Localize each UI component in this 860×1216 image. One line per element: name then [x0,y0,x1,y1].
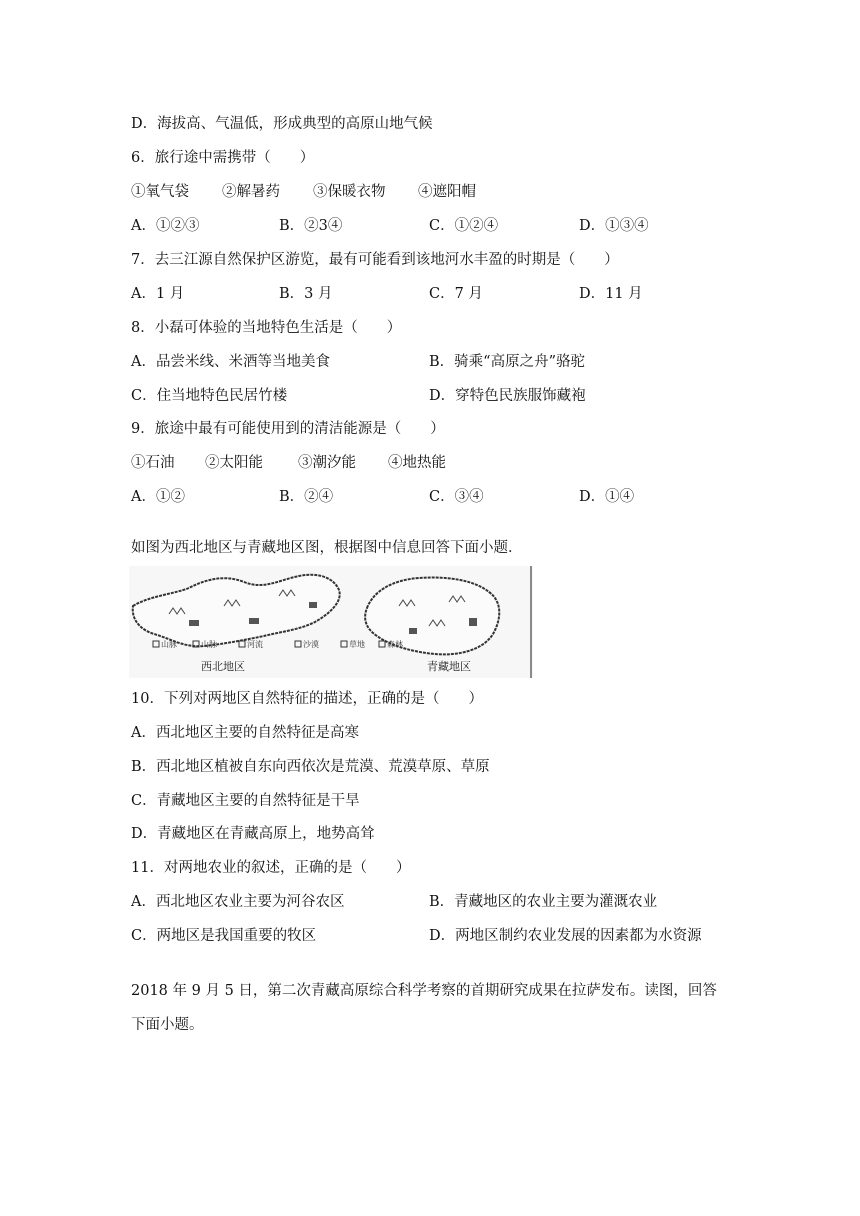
grassland-symbol [409,628,417,634]
q6-item: ①氧气袋 [131,184,189,200]
map-legend-item: 沙漠 [303,640,319,649]
q9-option-b[interactable]: B．②④ [279,489,334,505]
q7-option-a[interactable]: A．1 月 [131,286,185,302]
intro-map-question: 如图为西北地区与青藏地区图，根据图中信息回答下面小题． [131,540,523,556]
q9-stem: 9．旅途中最有可能使用到的清洁能源是（ ） [131,421,445,437]
q9-item: ②太阳能 [205,455,263,471]
q9-option-c[interactable]: C．③④ [429,489,484,505]
q6-option-a[interactable]: A．①②③ [131,218,200,234]
map-legend-item: 山脉 [201,640,217,649]
q8-option-a[interactable]: A．品尝米线、米酒等当地美食 [131,354,330,370]
q9-item: ③潮汐能 [298,455,356,471]
q10-stem: 10．下列对两地区自然特征的描述，正确的是（ ） [131,691,483,707]
q7-option-d[interactable]: D．11 月 [579,286,643,302]
q6-option-d[interactable]: D．①③④ [579,218,649,234]
q7-option-b[interactable]: B．3 月 [279,286,333,302]
q11-option-a[interactable]: A．西北地区农业主要为河谷农区 [131,894,345,910]
q7-option-c[interactable]: C．7 月 [429,286,483,302]
q6-stem: 6．旅行途中需携带（ ） [131,150,315,166]
desert-symbol [309,602,317,608]
map-legend-item: 森林 [387,640,403,649]
q9-item: ④地热能 [388,455,446,471]
map-label-northwest: 西北地区 [201,660,245,673]
q5-option-d: D．海拔高、气温低，形成典型的高原山地气候 [131,116,433,132]
q8-option-b[interactable]: B．骑乘“高原之舟”骆驼 [429,354,585,370]
map-legend-item: 山脉 [161,640,177,649]
q6-item: ④遮阳帽 [418,184,476,200]
forest-symbol [469,618,477,626]
q8-stem: 8．小磊可体验的当地特色生活是（ ） [131,320,402,336]
intro-plateau-line1: 2018 年 9 月 5 日，第二次青藏高原综合科学考察的首期研究成果在拉萨发布。读图，回答 [131,983,717,999]
q10-option-a[interactable]: A．西北地区主要的自然特征是高寒 [131,725,359,741]
q11-stem: 11．对两地农业的叙述，正确的是（ ） [131,860,411,876]
q10-option-b[interactable]: B．西北地区植被自东向西依次是荒漠、荒漠草原、草原 [131,759,490,775]
map-label-qinghai-tibet: 青藏地区 [427,660,471,673]
q10-option-c[interactable]: C．青藏地区主要的自然特征是干旱 [131,793,360,809]
q8-option-d[interactable]: D．穿特色民族服饰藏袍 [429,388,586,404]
desert-symbol [189,620,199,626]
desert-symbol [249,618,259,624]
q10-option-d[interactable]: D．青藏地区在青藏高原上，地势高耸 [131,826,375,842]
q6-item: ③保暖衣物 [313,184,386,200]
map-legend-item: 河流 [247,640,263,649]
q9-option-a[interactable]: A．①② [131,489,185,505]
q9-item: ①石油 [131,455,175,471]
q6-option-c[interactable]: C．①②④ [429,218,499,234]
q7-stem: 7．去三江源自然保护区游览，最有可能看到该地河水丰盈的时期是（ ） [131,252,619,268]
q9-option-d[interactable]: D．①④ [579,489,635,505]
q8-option-c[interactable]: C．住当地特色民居竹楼 [131,388,288,404]
intro-plateau-line2: 下面小题。 [131,1017,204,1033]
map-legend-item: 草地 [349,640,365,649]
region-map [129,566,533,678]
q6-option-b[interactable]: B．②3④ [279,218,343,234]
q11-option-b[interactable]: B．青藏地区的农业主要为灌溉农业 [429,894,658,910]
q6-item: ②解暑药 [222,184,280,200]
q11-option-d[interactable]: D．两地区制约农业发展的因素都为水资源 [429,928,702,944]
q11-option-c[interactable]: C．两地区是我国重要的牧区 [131,928,317,944]
